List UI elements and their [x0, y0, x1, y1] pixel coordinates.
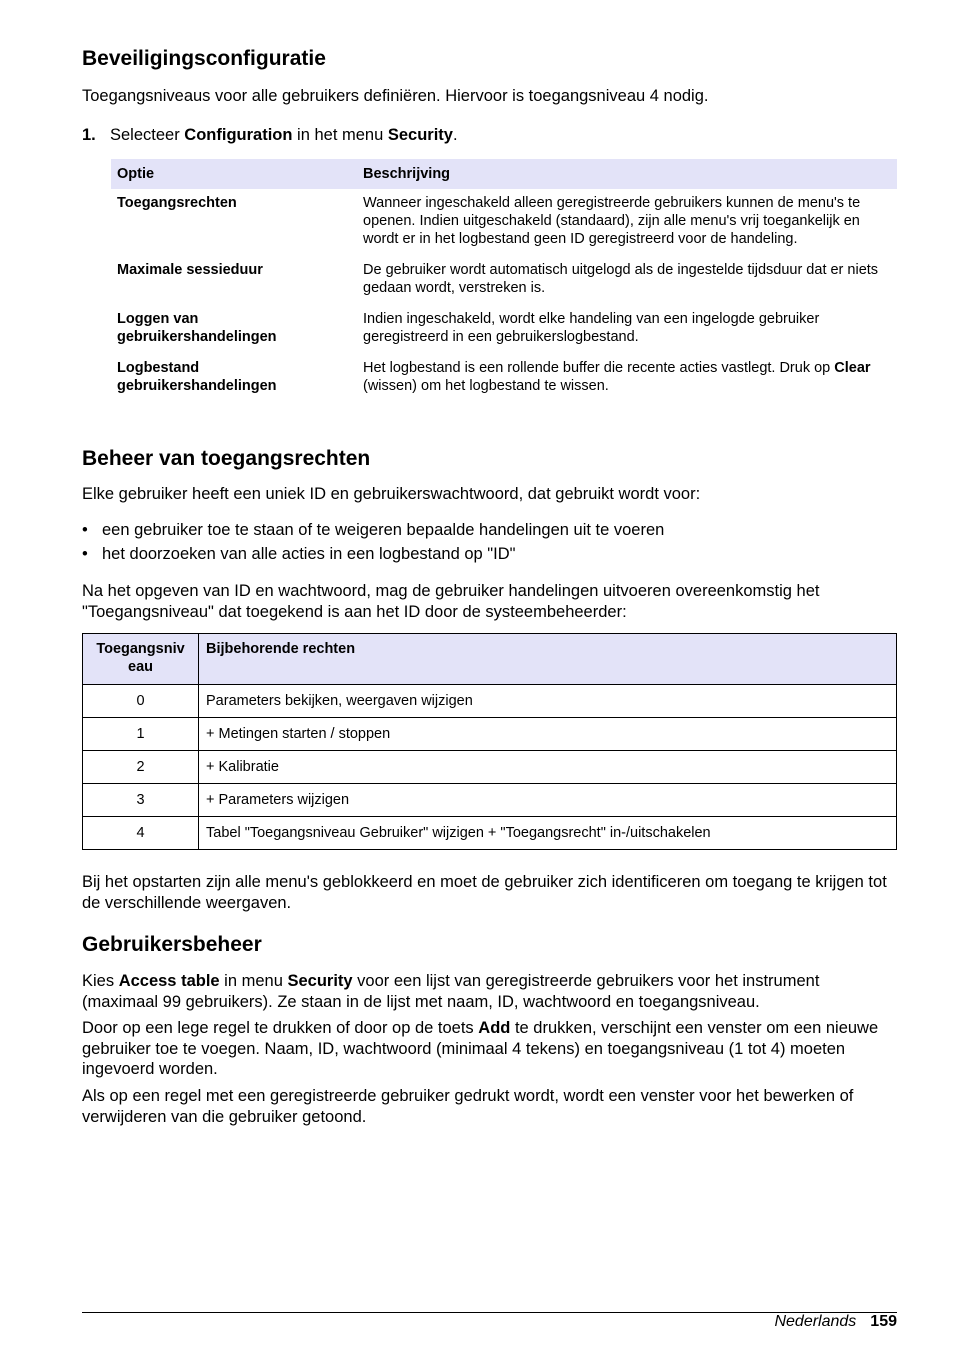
step-text: in het menu: [292, 126, 388, 144]
menu-security: Security: [387, 126, 453, 144]
menu-item-access-table: Access table: [118, 972, 220, 990]
section-intro: Elke gebruiker heeft een uniek ID en gebruikerswachtwoord, dat gebruikt wordt voor:: [82, 485, 701, 503]
access-level: 2: [83, 751, 199, 784]
access-level: 3: [83, 784, 199, 817]
access-rights: Parameters bekijken, weergaven wijzigen: [199, 685, 897, 718]
column-header-option: Optie: [111, 159, 357, 189]
description-text: (wissen) om het logbestand te wissen.: [363, 378, 609, 394]
step-number: 1.: [82, 126, 96, 144]
paragraph-text: Door op een lege regel te drukken of door op de toets: [82, 1019, 479, 1037]
paragraph-text: te drukken, verschijnt een venster om een nieuwe gebruiker toe te voegen. Naam, ID, wachtwoord (minimaal 4 tekens) en toegangsniveau (1 tot 4) moeten ingevoerd worden.: [82, 1019, 879, 1078]
menu-security: Security: [287, 972, 353, 990]
access-level: 1: [83, 718, 199, 751]
table-row: [83, 718, 897, 751]
access-table-paragraph: [82, 971, 897, 1012]
page-footer: [774, 1312, 897, 1332]
table-header-row: [111, 159, 897, 189]
table-row: [111, 354, 897, 403]
option-name: Loggen van gebruikershandelingen: [117, 311, 277, 345]
footer-language: Nederlands: [774, 1313, 857, 1330]
table-header-row: [83, 634, 897, 685]
paragraph-text: in menu: [219, 972, 288, 990]
access-rights: + Kalibratie: [199, 751, 897, 784]
table-row: [83, 751, 897, 784]
menu-item-configuration: Configuration: [184, 126, 293, 144]
table-row: [111, 305, 897, 354]
options-table: [111, 159, 897, 403]
bullet-list: [82, 520, 664, 568]
edit-user-paragraph: Als op een regel met een geregistreerde gebruiker gedrukt wordt, wordt een venster voor het bewerken of verwijderen van die gebruiker getoond.: [82, 1087, 854, 1126]
column-header-rights: Bijbehorende rechten: [199, 634, 897, 685]
section-intro: Toegangsniveaus voor alle gebruikers definiëren. Hiervoor is toegangsniveau 4 nodig.: [82, 87, 709, 105]
table-row: [111, 189, 897, 256]
step-1: [82, 125, 458, 145]
access-level-table: [82, 633, 897, 850]
list-item: • een gebruiker toe te staan of te weigeren bepaalde handelingen uit te voeren: [82, 520, 664, 540]
section-heading-user-management: Gebruikersbeheer: [82, 933, 262, 956]
option-name: Toegangsrechten: [117, 195, 237, 211]
option-name: Logbestand gebruikershandelingen: [117, 360, 277, 394]
step-text: .: [452, 126, 458, 144]
access-rights: + Metingen starten / stoppen: [199, 718, 897, 751]
paragraph-text: voor een lijst van geregistreerde gebruikers voor het instrument (maximaal 99 gebruikers). Ze staan in de lijst met naam, ID, wachtwoord en toegangsniveau.: [82, 972, 820, 1011]
add-user-paragraph: [82, 1018, 897, 1080]
page-number: 159: [870, 1313, 897, 1330]
option-description: Wanneer ingeschakeld alleen geregistreerde gebruikers kunnen de menu's te openen. Indien uitgeschakeld (standaard), zijn alle menu's vrij toegankelijk en wordt er in het logbestand geen ID geregistreerd voor de handeling.: [363, 195, 861, 247]
step-text: Selecteer: [110, 126, 185, 144]
paragraph-text: Kies: [82, 972, 119, 990]
section-heading-security-config: Beveiligingsconfiguratie: [82, 47, 326, 70]
access-rights: + Parameters wijzigen: [199, 784, 897, 817]
section-heading-access-rights: Beheer van toegangsrechten: [82, 447, 371, 470]
clear-key-label: Clear: [834, 360, 871, 376]
table-row: [83, 685, 897, 718]
add-key-label: Add: [478, 1019, 511, 1037]
option-description: [357, 354, 897, 403]
access-rights: Tabel "Toegangsniveau Gebruiker" wijzigen + "Toegangsrecht" in-/uitschakelen: [199, 817, 897, 850]
table-row: [111, 256, 897, 305]
list-item: • het doorzoeken van alle acties in een logbestand op "ID": [82, 544, 664, 564]
option-description: Indien ingeschakeld, wordt elke handeling van een ingelogde gebruiker geregistreerd in een gebruikerslogbestand.: [363, 311, 820, 345]
access-level-paragraph: Na het opgeven van ID en wachtwoord, mag de gebruiker handelingen uitvoeren overeenkomstig het "Toegangsniveau" dat toegekend is aan het ID door de systeembeheerder:: [82, 582, 820, 621]
table-row: [83, 784, 897, 817]
description-text: Het logbestand is een rollende buffer die recente acties vastlegt. Druk op: [363, 360, 835, 376]
access-level: 0: [83, 685, 199, 718]
startup-paragraph: Bij het opstarten zijn alle menu's geblokkeerd en moet de gebruiker zich identificeren om toegang te krijgen tot de verschillende weergaven.: [82, 873, 887, 912]
option-name: Maximale sessieduur: [117, 262, 263, 278]
column-header-description: Beschrijving: [357, 159, 897, 189]
column-header-level: Toegangsniv eau: [83, 634, 199, 685]
access-level: 4: [83, 817, 199, 850]
table-row: [83, 817, 897, 850]
option-description: De gebruiker wordt automatisch uitgelogd als de ingestelde tijdsduur dat er niets gedaan wordt, verstreken is.: [363, 262, 879, 296]
